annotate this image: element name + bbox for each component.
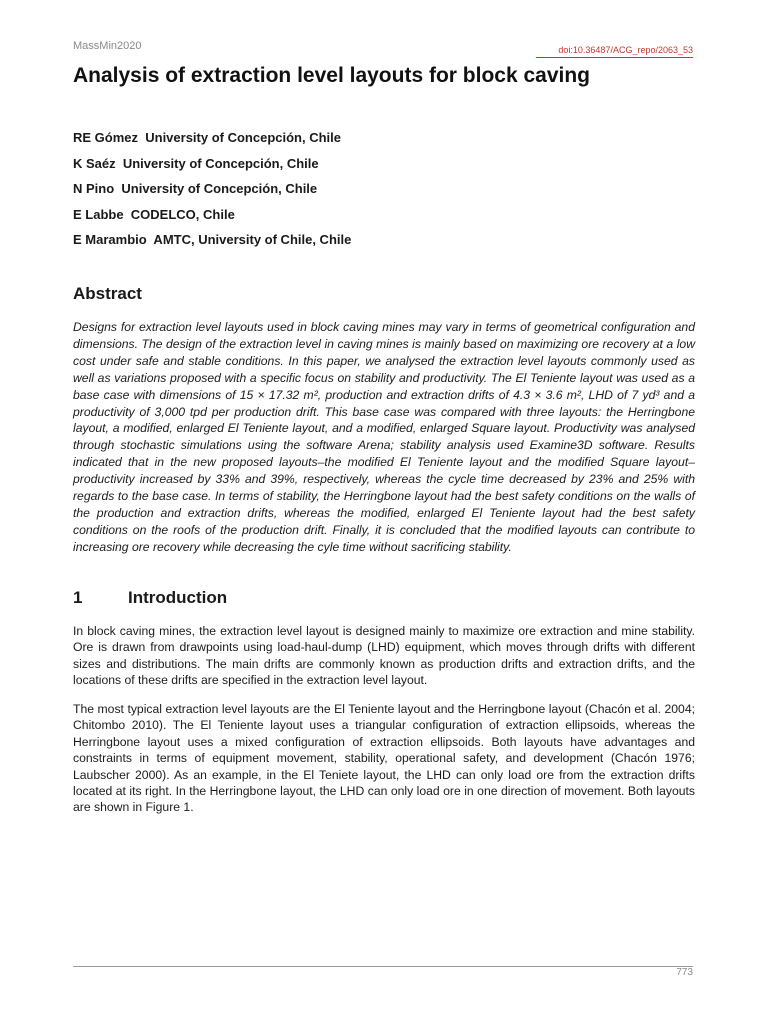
intro-paragraph-1: In block caving mines, the extraction level layout is designed mainly to maximize ore extraction and mine stability. Ore is drawn from drawpoints using load-haul-dump (LHD) equipment, which moves through drifts with different sizes and distributions. The main drifts are commonly known as production drifts and extraction drifts, and the locations of these drifts are specified in the extraction level layout. — [73, 624, 695, 688]
conference-name: MassMin2020 — [73, 40, 142, 52]
footer-divider — [73, 966, 693, 967]
section-heading-introduction — [73, 588, 227, 608]
author-item: N Pino University of Concepción, Chile — [73, 181, 318, 196]
section-number: 1 — [73, 588, 83, 607]
author-list — [73, 129, 351, 257]
author-item: E Labbe CODELCO, Chile — [73, 206, 235, 222]
author-item: E Marambio AMTC, University of Chile, Chile — [73, 232, 352, 247]
author-item: RE Gómez University of Concepción, Chile — [73, 130, 341, 145]
doi-link[interactable]: doi:10.36487/ACG_repo/2063_53 — [558, 45, 693, 55]
header-divider — [536, 57, 693, 58]
intro-paragraph-2: The most typical extraction level layouts are the El Teniente layout and the Herringbone layout (Chacón et al. 2004; Chitombo 2010). The El Teniente layout uses a triangular configuration of extraction ellipsoids, whereas the Herringbone layout uses a mixed configuration of extraction ellipsoids. Both layouts have advantages and constraints in terms of equipment movement, stability, operational safety, and development (Chacón 1976; Laubscher 2000). As an example, in the El Teniete layout, the LHD can only load ore from the extraction drifts located at its right. In the Herringbone layout, the LHD can only load ore in one direction of movement. Both layouts are shown in Figure 1. — [73, 702, 695, 815]
abstract-text: Designs for extraction level layouts used in block caving mines may vary in terms of geometrical configuration and dimensions. The design of the extraction level in caving mines is mainly based on maximizing ore recovery at a low cost under safe and stable conditions. In this paper, we analysed the extraction level layouts commonly used as well as variations proposed with a specific focus on stability and productivity. The El Teniente layout was used as a base case with dimensions of 15 × 17.32 m², production and extraction drifts of 4.3 × 3.6 m², LHD of 7 yd³ and a productivity of 3,000 tpd per production drift. This base case was compared with three layouts: the Herringbone layout, a modified, enlarged El Teniente layout, and a modified, enlarged Square layout. Productivity was analysed through stochastic simulations using the software Arena; stability analysis used Examine3D software. Results indicated that in the new proposed layouts–the modified El Teniente layout and the modified Square layout–productivity increased by 33% and 39%, respectively, whereas the cycle time decreased by 23% and 25% with regards to the base case. In terms of stability, the Herringbone layout had the best safety conditions on the walls of the production and extraction drifts, whereas the modified, enlarged El Teniente layout had the best safety conditions on the roofs of the production drift. Finally, it is concluded that the modified layouts can contribute to increasing ore recovery while decreasing the cyle time without sacrificing stability. — [73, 320, 695, 554]
paper-title: Analysis of extraction level layouts for block caving — [73, 64, 591, 87]
section-title: Introduction — [128, 588, 228, 607]
author-item: K Saéz University of Concepción, Chile — [73, 155, 319, 171]
page-number: 773 — [676, 967, 693, 978]
abstract-heading: Abstract — [73, 284, 142, 303]
